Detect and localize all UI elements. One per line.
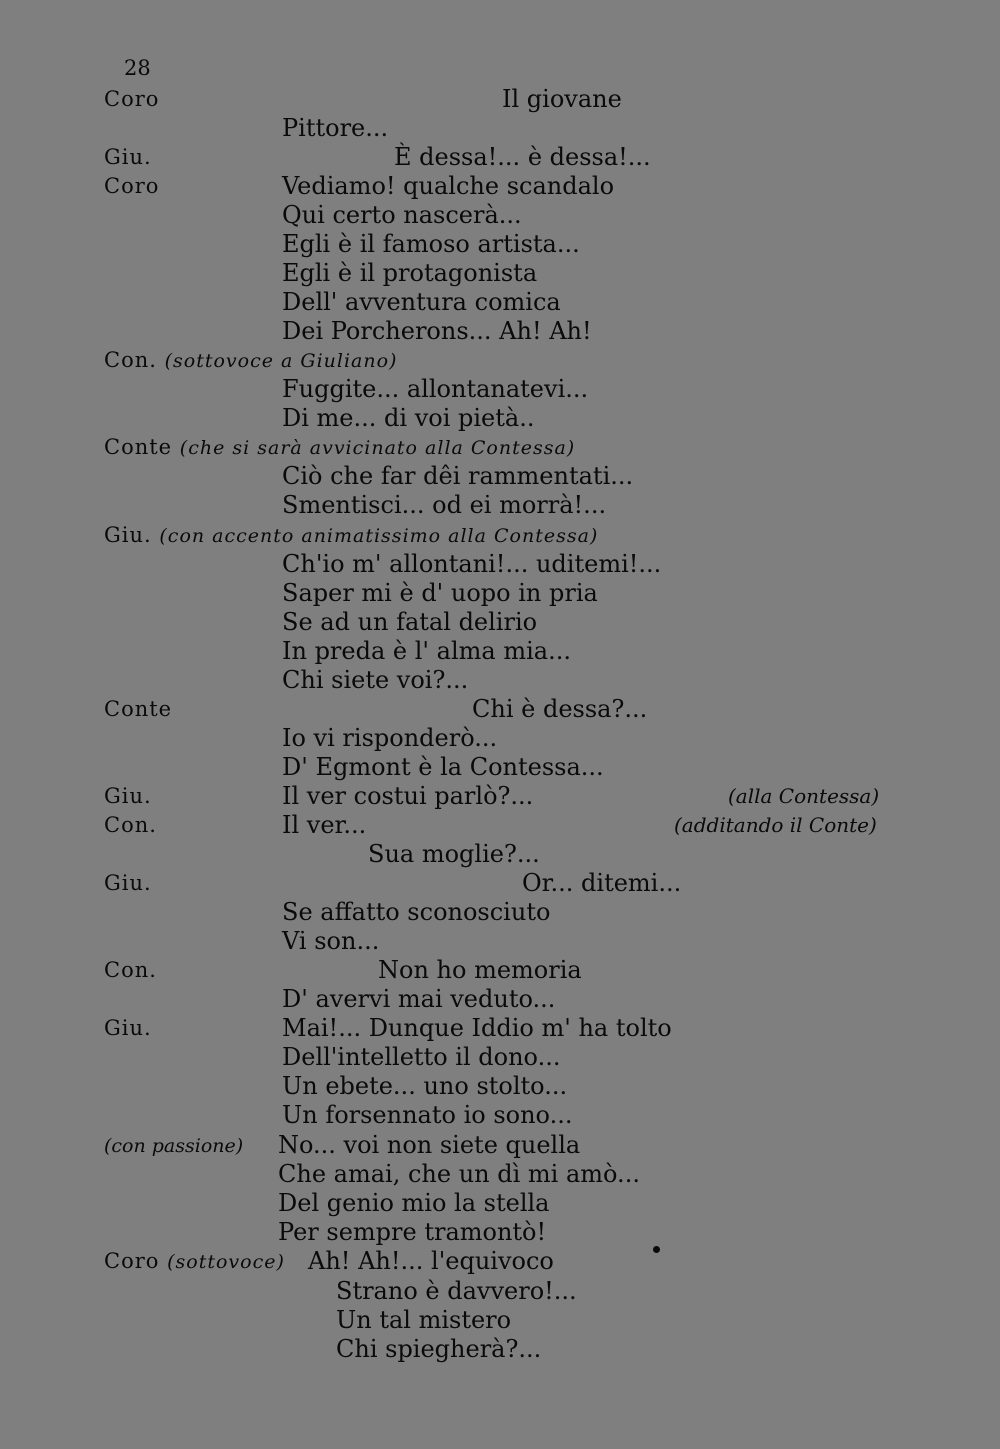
verse-line: Saper mi è d' uopo in pria: [282, 579, 598, 607]
verse-line: Ah! Ah!... l'equivoco: [308, 1247, 554, 1275]
verse-line: Dell' avventura comica: [282, 288, 561, 316]
verse-line: Di me... di voi pietà..: [282, 404, 535, 432]
speaker-giu: Giu.: [104, 523, 152, 547]
speaker-giu: Giu.: [104, 1016, 152, 1040]
stage-direction-margin: [104, 1130, 243, 1161]
speaker-conte-with-direction: [104, 432, 575, 463]
verse-line: Se affatto sconosciuto: [282, 898, 551, 926]
speaker-coro: Coro: [104, 174, 160, 198]
verse-line: Dell'intelletto il dono...: [282, 1043, 561, 1071]
verse-line: Se ad un fatal delirio: [282, 608, 538, 636]
verse-line: No... voi non siete quella: [278, 1131, 581, 1159]
verse-line: Egli è il protagonista: [282, 259, 538, 287]
verse-line: Dei Porcherons... Ah! Ah!: [282, 317, 592, 345]
speaker-con: Con.: [104, 813, 157, 837]
verse-line: Or... ditemi...: [522, 869, 682, 897]
verse-line: Vediamo! qualche scandalo: [282, 172, 615, 200]
verse-line: Qui certo nascerà...: [282, 201, 522, 229]
speaker-coro: Coro: [104, 1249, 160, 1273]
verse-line: È dessa!... è dessa!...: [394, 143, 651, 171]
verse-line: Per sempre tramontò!: [278, 1218, 547, 1246]
verse-line: Vi son...: [282, 927, 380, 955]
verse-line: Il giovane: [502, 85, 622, 113]
verse-line: Chi siete voi?...: [282, 666, 469, 694]
verse-line: Strano è davvero!...: [336, 1277, 577, 1305]
verse-line: D' Egmont è la Contessa...: [282, 753, 604, 781]
speaker-giu: Giu.: [104, 145, 152, 169]
verse-line: Fuggite... allontanatevi...: [282, 375, 589, 403]
speaker-con: Con.: [104, 348, 157, 372]
speaker-giu-with-direction: [104, 520, 598, 551]
verse-line: Un tal mistero: [336, 1306, 512, 1334]
speaker-giu: Giu.: [104, 871, 152, 895]
ink-blot: [653, 1246, 660, 1253]
verse-line: Il ver...: [282, 811, 367, 839]
verse-line: Sua moglie?...: [368, 840, 540, 868]
speaker-coro: Coro: [104, 87, 160, 111]
verse-line: Smentisci... od ei morrà!...: [282, 491, 607, 519]
verse-line: Chi spiegherà?...: [336, 1335, 542, 1363]
stage-direction: (con passione): [104, 1135, 244, 1157]
verse-line: Mai!... Dunque Iddio m' ha tolto: [282, 1014, 672, 1042]
verse-line: Pittore...: [282, 114, 389, 142]
verse-line: Io vi risponderò...: [282, 724, 498, 752]
verse-line: Ch'io m' allontani!... uditemi!...: [282, 550, 662, 578]
speaker-giu: Giu.: [104, 784, 152, 808]
verse-line: Che amai, che un dì mi amò...: [278, 1160, 640, 1188]
stage-direction: (con accento animatissimo alla Contessa): [159, 525, 599, 547]
verse-line: Il ver costui parlò?...: [282, 782, 534, 810]
speaker-conte: Conte: [104, 697, 173, 721]
verse-line: Chi è dessa?...: [472, 695, 648, 723]
verse-line: Ciò che far dêi rammentati...: [282, 462, 634, 490]
verse-line: Del genio mio la stella: [278, 1189, 550, 1217]
stage-direction: (additando il Conte): [674, 813, 877, 837]
speaker-conte: Conte: [104, 435, 173, 459]
speaker-con-with-direction: [104, 345, 397, 376]
stage-direction: (che si sarà avvicinato alla Contessa): [179, 437, 576, 459]
speaker-coro-with-direction: [104, 1246, 285, 1277]
stage-direction: (sottovoce): [167, 1251, 285, 1273]
verse-line: Un ebete... uno stolto...: [282, 1072, 568, 1100]
verse-line: In preda è l' alma mia...: [282, 637, 571, 665]
verse-line: Non ho memoria: [378, 956, 582, 984]
page-number: 28: [124, 56, 151, 80]
speaker-con: Con.: [104, 958, 157, 982]
verse-line: Egli è il famoso artista...: [282, 230, 580, 258]
stage-direction: (sottovoce a Giuliano): [164, 350, 398, 372]
verse-line: Un forsennato io sono...: [282, 1101, 573, 1129]
stage-direction: (alla Contessa): [728, 784, 880, 808]
verse-line: D' avervi mai veduto...: [282, 985, 556, 1013]
